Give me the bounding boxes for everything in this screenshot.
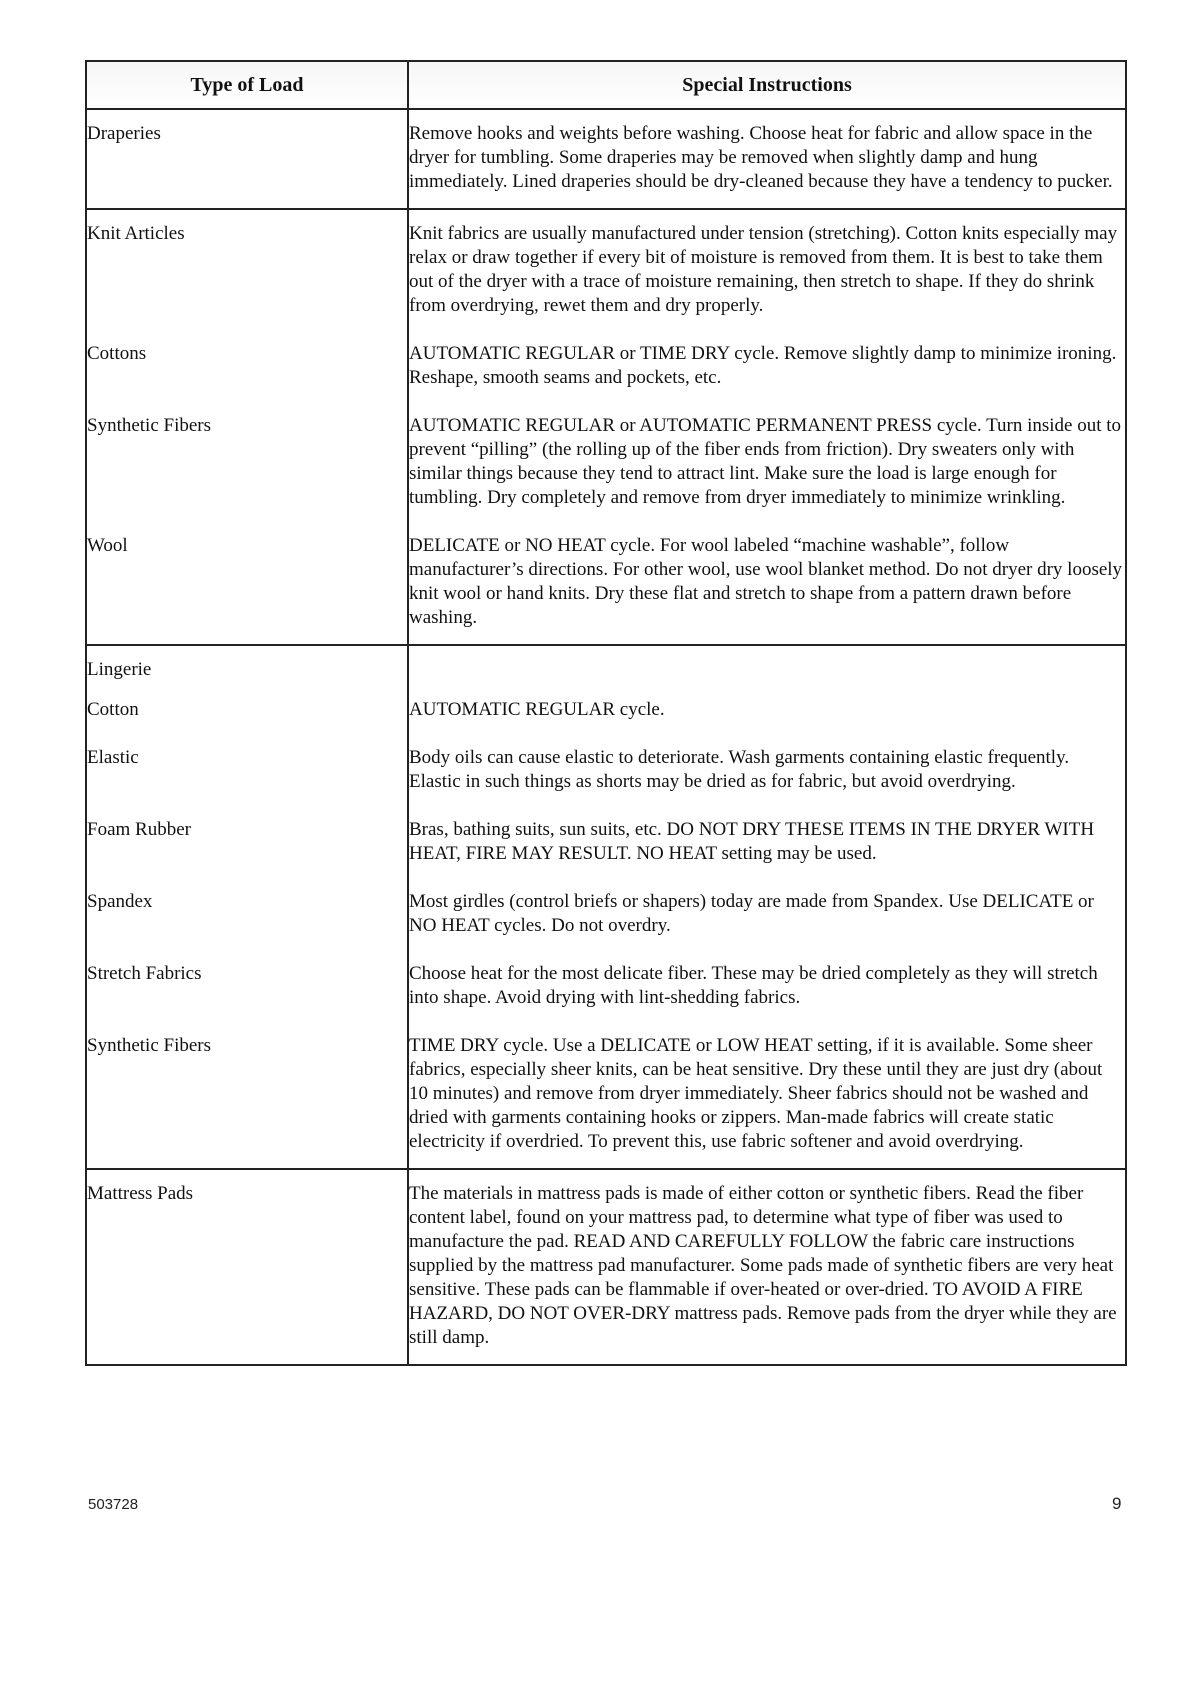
table-row-lingerie-spandex <box>86 880 1126 952</box>
table-row-lingerie-stretch-fabrics <box>86 952 1126 1024</box>
load-subtype-label: Cottons <box>87 343 147 364</box>
table-row-knit-wool <box>86 524 1126 645</box>
load-subtype-label: Stretch Fabrics <box>87 963 202 984</box>
instruction-text <box>409 646 1125 664</box>
table-row-lingerie <box>86 645 1126 688</box>
instruction-text: Bras, bathing suits, sun suits, etc. DO NOT DRY THESE ITEMS IN THE DRYER WITH HEAT, FIRE MAY RESULT. NO HEAT setting may be used. <box>409 819 1095 864</box>
instruction-text: Most girdles (control briefs or shapers) today are made from Spandex. Use DELICATE or NO HEAT cycles. Do not overdry. <box>409 891 1094 936</box>
instruction-text: Body oils can cause elastic to deteriorate. Wash garments containing elastic frequently. Elastic in such things as shorts may be dried as for fabric, but avoid overdrying. <box>409 747 1070 792</box>
load-type-label: Knit Articles <box>87 223 185 244</box>
instruction-text: The materials in mattress pads is made of either cotton or synthetic fibers. Read the fiber content label, found on your mattress pad, to determine what type of fiber was used to manufacture the pad. READ AND CAREFULLY FOLLOW the fabric care instructions supplied by the mattress pad manufacturer. Some pads made of synthetic fibers are very heat sensitive. These pads can be flammable if over-heated or over-dried. TO AVOID A FIRE HAZARD, DO NOT OVER-DRY mattress pads. Remove pads from the dryer while they are still damp. <box>409 1183 1117 1348</box>
instruction-text: Knit fabrics are usually manufactured under tension (stretching). Cotton knits especially may relax or draw together if every bit of moisture is removed from them. It is best to take them out of the dryer with a trace of moisture remaining, then stretch to shape. If they do shrink from overdrying, rewet them and dry properly. <box>409 223 1118 316</box>
load-type-label: Lingerie <box>87 659 152 680</box>
table-row-lingerie-foam-rubber <box>86 808 1126 880</box>
care-instructions-table <box>85 60 1127 1366</box>
table-row-lingerie-synthetic-fibers <box>86 1024 1126 1169</box>
table-row-lingerie-cotton <box>86 688 1126 736</box>
instruction-text: TIME DRY cycle. Use a DELICATE or LOW HEAT setting, if it is available. Some sheer fabrics, especially sheer knits, can be heat sensitive. Dry these until they are just dry (about 10 minutes) and remove from dryer immediately. Sheer fabrics should not be washed and dried with garments containing hooks or zippers. Man-made fabrics will create static electricity if overdried. To prevent this, use fabric softener and avoid overdrying. <box>409 1035 1103 1152</box>
table-header-row <box>86 61 1126 109</box>
load-subtype-label: Cotton <box>87 699 139 720</box>
page-number: 9 <box>1112 1494 1122 1513</box>
special-instructions-header: Special Instructions <box>408 61 1126 109</box>
load-type-label: Draperies <box>87 123 161 144</box>
instruction-text: AUTOMATIC REGULAR cycle. <box>409 699 665 720</box>
document-number: 503728 <box>88 1496 139 1513</box>
table-row-mattress-pads <box>86 1169 1126 1365</box>
instruction-text: DELICATE or NO HEAT cycle. For wool labeled “machine washable”, follow manufacturer’s directions. For other wool, use wool blanket method. Do not dryer dry loosely knit wool or hand knits. Dry these flat and stretch to shape from a pattern drawn before washing. <box>409 535 1123 628</box>
load-type-label: Mattress Pads <box>87 1183 194 1204</box>
type-of-load-header: Type of Load <box>86 61 408 109</box>
load-subtype-label: Spandex <box>87 891 153 912</box>
instruction-text: Remove hooks and weights before washing. Choose heat for fabric and allow space in the dryer for tumbling. Some draperies may be removed when slightly damp and hung immediately. Lined draperies should be dry-cleaned because they have a tendency to pucker. <box>409 123 1113 192</box>
load-subtype-label: Elastic <box>87 747 139 768</box>
load-subtype-label: Foam Rubber <box>87 819 191 840</box>
table-row-knit-synthetic-fibers <box>86 404 1126 524</box>
load-subtype-label: Wool <box>87 535 128 556</box>
instruction-text: Choose heat for the most delicate fiber. These may be dried completely as they will stretch into shape. Avoid drying with lint-shedding fabrics. <box>409 963 1098 1008</box>
instruction-text: AUTOMATIC REGULAR or TIME DRY cycle. Remove slightly damp to minimize ironing. Reshape, smooth seams and pockets, etc. <box>409 343 1117 388</box>
table-row-lingerie-elastic <box>86 736 1126 808</box>
load-subtype-label: Synthetic Fibers <box>87 415 212 436</box>
table-row-knit-cottons <box>86 332 1126 404</box>
load-subtype-label: Synthetic Fibers <box>87 1035 212 1056</box>
instruction-text: AUTOMATIC REGULAR or AUTOMATIC PERMANENT PRESS cycle. Turn inside out to prevent “pilling” (the rolling up of the fiber ends from friction). Dry sweaters only with similar things because they tend to attract lint. Make sure the load is large enough for tumbling. Dry completely and remove from dryer immediately to minimize wrinkling. <box>409 415 1122 508</box>
table-row-draperies <box>86 109 1126 209</box>
table-row-knit-articles <box>86 209 1126 332</box>
